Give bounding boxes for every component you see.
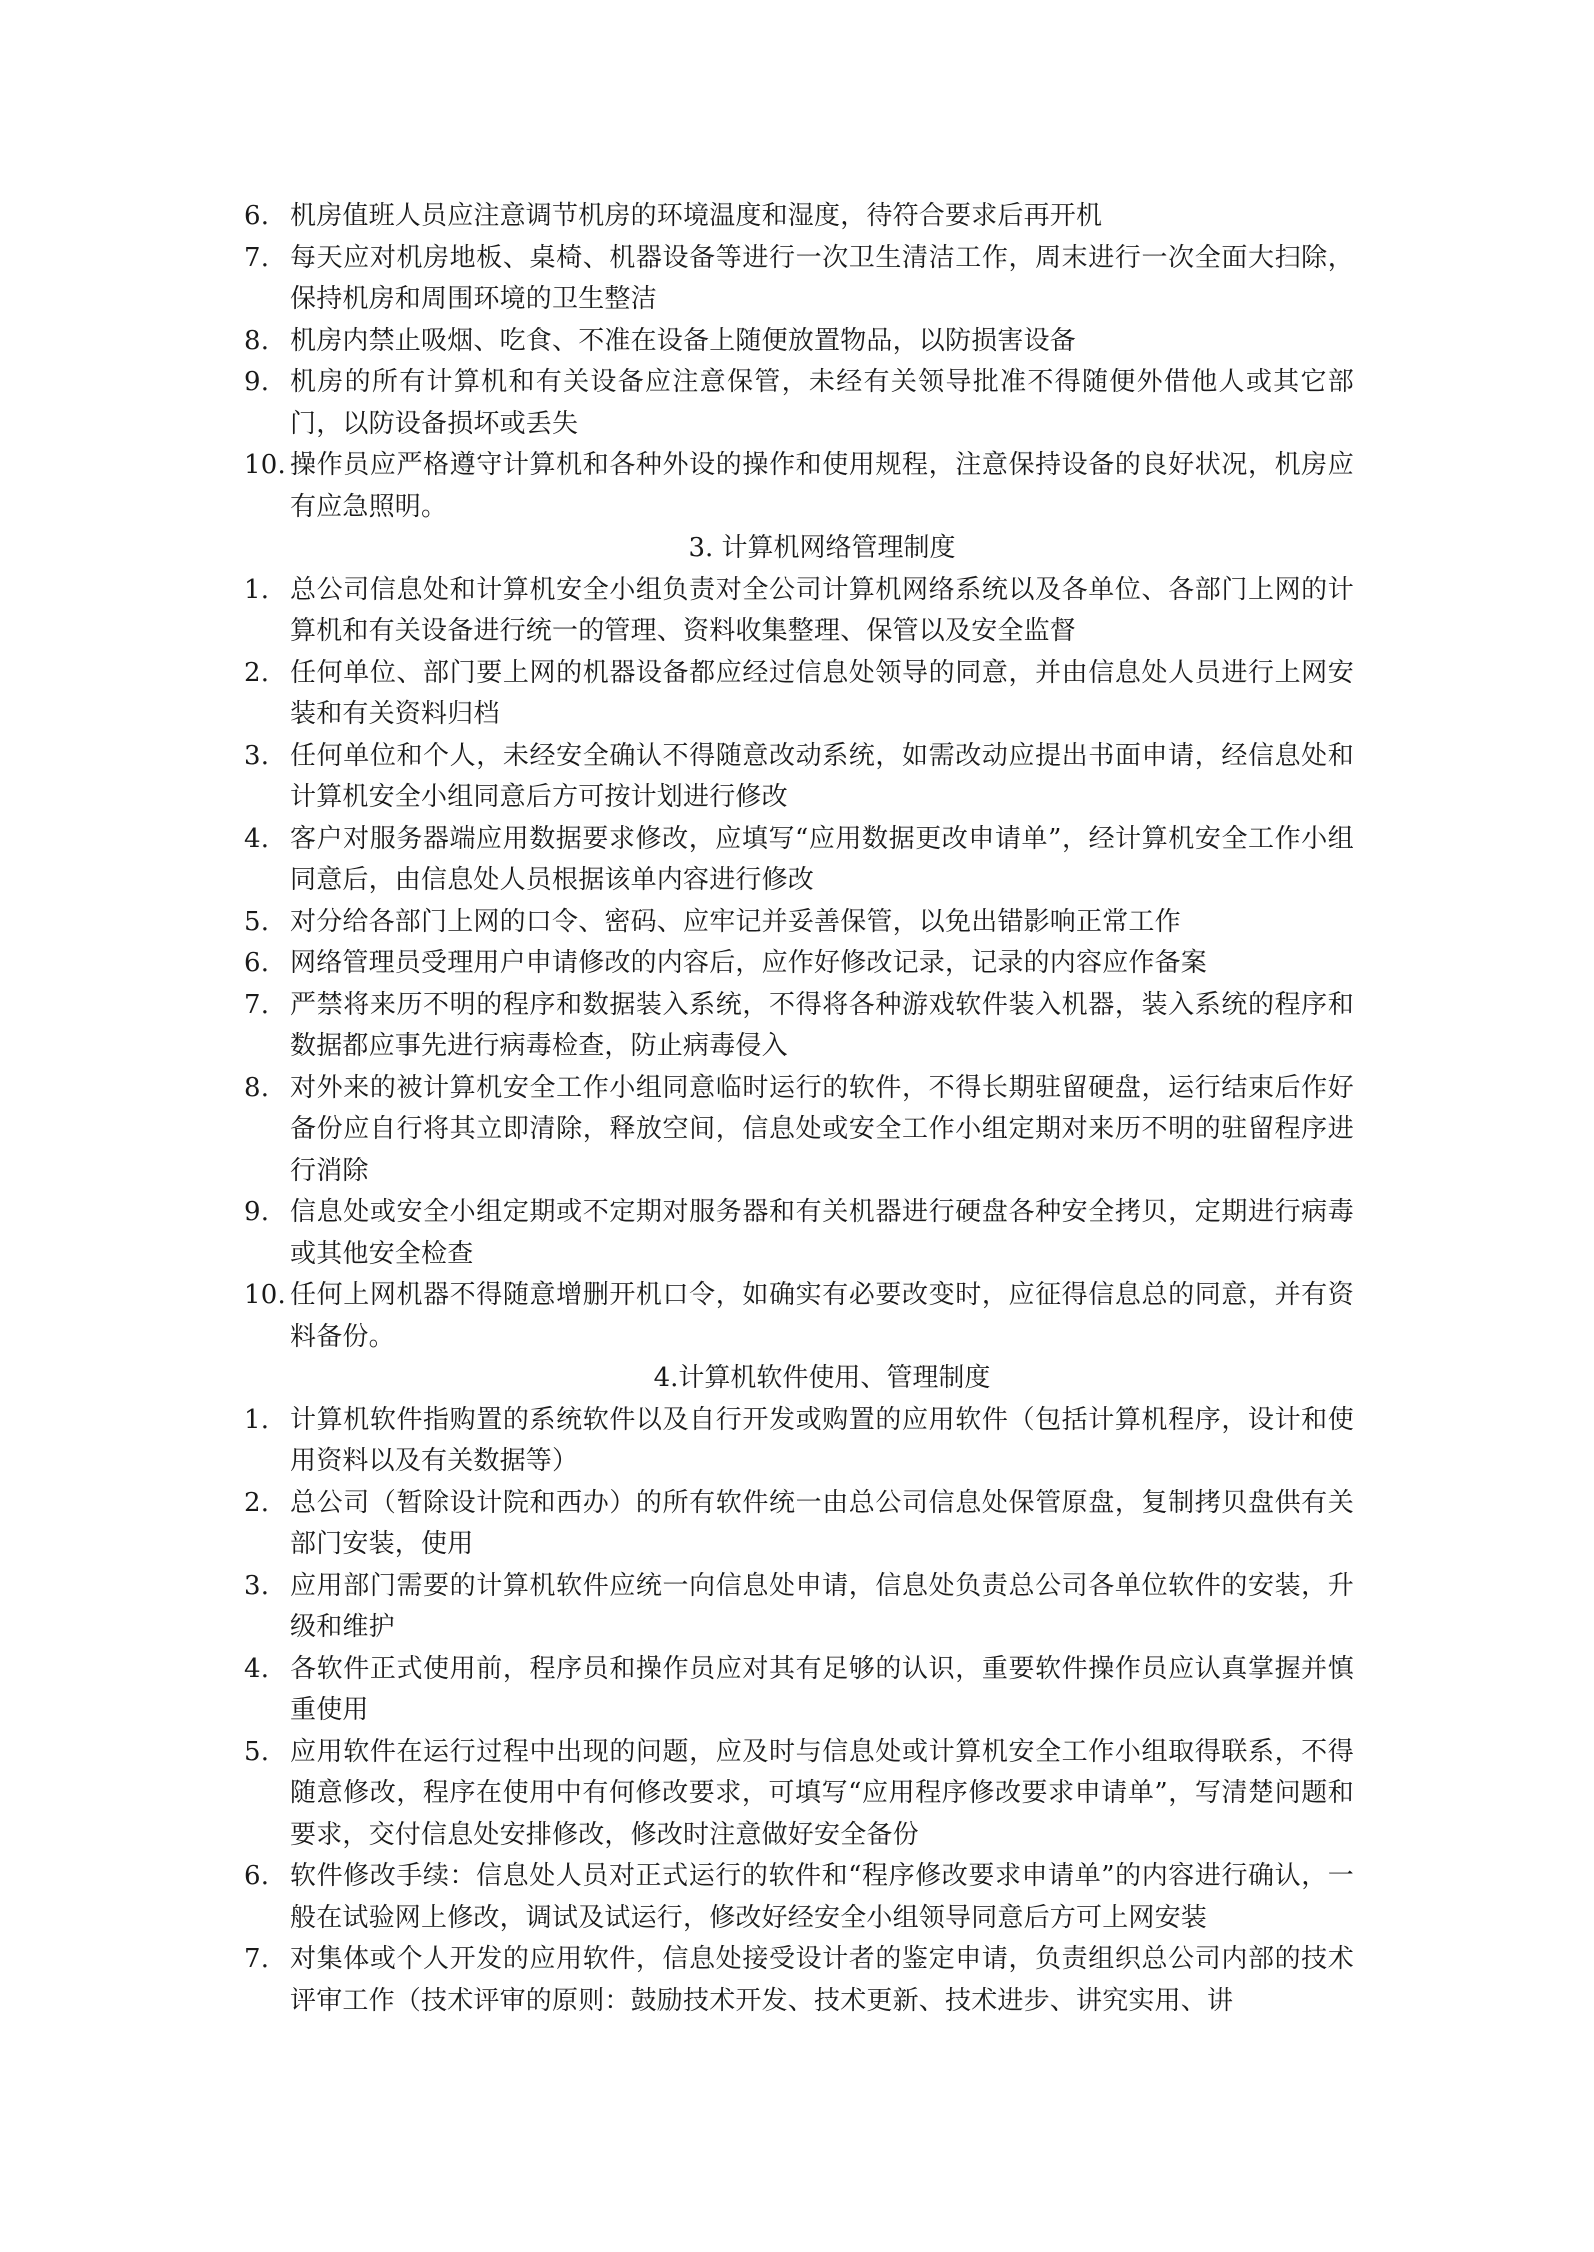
list-item-text: 总公司信息处和计算机安全小组负责对全公司计算机网络系统以及各单位、各部门上网的计算机和有关设备进行统一的管理、资料收集整理、保管以及安全监督 (290, 574, 1354, 646)
list-item-text: 网络管理员受理用户申请修改的内容后，应作好修改记录，记录的内容应作备案 (290, 948, 1208, 978)
list-item-number: 2. (244, 1487, 270, 1518)
list-item-text: 对集体或个人开发的应用软件，信息处接受设计者的鉴定申请，负责组织总公司内部的技术评审工作（技术评审的原则：鼓励技术开发、技术更新、技术进步、讲究实用、讲 (290, 1944, 1354, 2016)
list-item-number: 8. (244, 325, 270, 356)
list-item-number: 4. (244, 823, 270, 854)
list-item (244, 985, 1354, 1068)
list-item (244, 1275, 1354, 1358)
list-item (244, 653, 1354, 736)
numbered-list (244, 1400, 1354, 2023)
list-item (244, 1732, 1354, 1857)
list-item-text: 任何上网机器不得随意增删开机口令，如确实有必要改变时，应征得信息总的同意，并有资料备份。 (290, 1280, 1354, 1352)
list-item-number: 2. (244, 657, 270, 688)
list-item-number: 6. (244, 201, 270, 231)
list-item-text: 每天应对机房地板、桌椅、机器设备等进行一次卫生清洁工作，周末进行一次全面大扫除，保持机房和周围环境的卫生整洁 (290, 242, 1354, 314)
numbered-list (244, 570, 1354, 1359)
list-item (244, 1649, 1354, 1732)
list-item-text: 应用软件在运行过程中出现的问题，应及时与信息处或计算机安全工作小组取得联系，不得随意修改，程序在使用中有何修改要求，可填写“应用程序修改要求申请单”，写清楚问题和要求，交付信息处安排修改，修改时注意做好安全备份 (290, 1736, 1354, 1850)
list-item-text: 操作员应严格遵守计算机和各种外设的操作和使用规程，注意保持设备的良好状况，机房应有应急照明。 (290, 450, 1354, 522)
list-item-number: 5. (244, 1736, 270, 1767)
list-item (244, 736, 1354, 819)
list-item-text: 任何单位、部门要上网的机器设备都应经过信息处领导的同意，并由信息处人员进行上网安装和有关资料归档 (290, 657, 1354, 729)
list-item-text: 总公司（暂除设计院和西办）的所有软件统一由总公司信息处保管原盘，复制拷贝盘供有关部门安装，使用 (290, 1487, 1354, 1559)
list-item-number: 9. (244, 367, 270, 397)
list-item-number: 1. (244, 574, 270, 605)
section-1 (244, 196, 1354, 528)
list-item (244, 362, 1354, 445)
list-item-text: 应用部门需要的计算机软件应统一向信息处申请，信息处负责总公司各单位软件的安装，升级和维护 (290, 1570, 1354, 1642)
list-item-text: 对外来的被计算机安全工作小组同意临时运行的软件，不得长期驻留硬盘，运行结束后作好备份应自行将其立即清除，释放空间，信息处或安全工作小组定期对来历不明的驻留程序进行消除 (290, 1072, 1354, 1186)
list-item-text: 各软件正式使用前，程序员和操作员应对其有足够的认识，重要软件操作员应认真掌握并慎重使用 (290, 1653, 1354, 1725)
list-item (244, 1192, 1354, 1275)
list-item-number: 7. (244, 242, 270, 273)
list-item-text: 计算机软件指购置的系统软件以及自行开发或购置的应用软件（包括计算机程序，设计和使用资料以及有关数据等） (290, 1404, 1354, 1476)
list-item (244, 1566, 1354, 1649)
list-item-text: 对分给各部门上网的口令、密码、应牢记并妥善保管，以免出错影响正常工作 (290, 906, 1181, 937)
list-item (244, 445, 1354, 528)
list-item-text: 软件修改手续：信息处人员对正式运行的软件和“程序修改要求申请单”的内容进行确认，一般在试验网上修改，调试及试运行，修改好经安全小组领导同意后方可上网安装 (290, 1861, 1354, 1933)
list-item-number: 6. (244, 948, 270, 978)
list-item-number: 7. (244, 1944, 270, 1974)
section-heading: 3. 计算机网络管理制度 (688, 533, 956, 563)
list-item (244, 819, 1354, 902)
list-item-number: 4. (244, 1653, 270, 1684)
list-item-number: 5. (244, 906, 270, 937)
list-item-text: 客户对服务器端应用数据要求修改，应填写“应用数据更改申请单”，经计算机安全工作小组同意后，由信息处人员根据该单内容进行修改 (290, 823, 1354, 895)
section-2 (244, 528, 1354, 1358)
list-item (244, 943, 1354, 985)
list-item-number: 1. (244, 1404, 270, 1435)
list-item-number: 8. (244, 1072, 270, 1103)
list-item-number: 10. (244, 1280, 286, 1310)
list-item (244, 1400, 1354, 1483)
list-item (244, 1483, 1354, 1566)
list-item (244, 321, 1354, 363)
list-item (244, 902, 1354, 944)
list-item (244, 196, 1354, 238)
list-item-number: 3. (244, 740, 270, 771)
list-item-text: 任何单位和个人，未经安全确认不得随意改动系统，如需改动应提出书面申请，经信息处和计算机安全小组同意后方可按计划进行修改 (290, 740, 1354, 812)
section-heading: 4.计算机软件使用、管理制度 (653, 1363, 991, 1393)
list-item-number: 10. (244, 450, 286, 480)
list-item-text: 机房值班人员应注意调节机房的环境温度和湿度，待符合要求后再开机 (290, 201, 1103, 231)
list-item (244, 1856, 1354, 1939)
list-item (244, 1939, 1354, 2022)
list-item-text: 信息处或安全小组定期或不定期对服务器和有关机器进行硬盘各种安全拷贝，定期进行病毒或其他安全检查 (290, 1197, 1354, 1269)
list-item-text: 严禁将来历不明的程序和数据装入系统，不得将各种游戏软件装入机器，装入系统的程序和数据都应事先进行病毒检查，防止病毒侵入 (290, 989, 1354, 1061)
list-item (244, 1068, 1354, 1193)
list-item-number: 9. (244, 1197, 270, 1227)
list-item-number: 6. (244, 1861, 270, 1891)
list-item-number: 3. (244, 1570, 270, 1601)
list-item (244, 570, 1354, 653)
numbered-list (244, 196, 1354, 528)
list-item (244, 238, 1354, 321)
list-item-number: 7. (244, 989, 270, 1020)
section-3 (244, 1358, 1354, 2022)
list-item-text: 机房的所有计算机和有关设备应注意保管，未经有关领导批准不得随便外借他人或其它部门，以防设备损坏或丢失 (290, 367, 1354, 439)
document-body (244, 196, 1354, 2022)
list-item-text: 机房内禁止吸烟、吃食、不准在设备上随便放置物品，以防损害设备 (290, 325, 1077, 356)
